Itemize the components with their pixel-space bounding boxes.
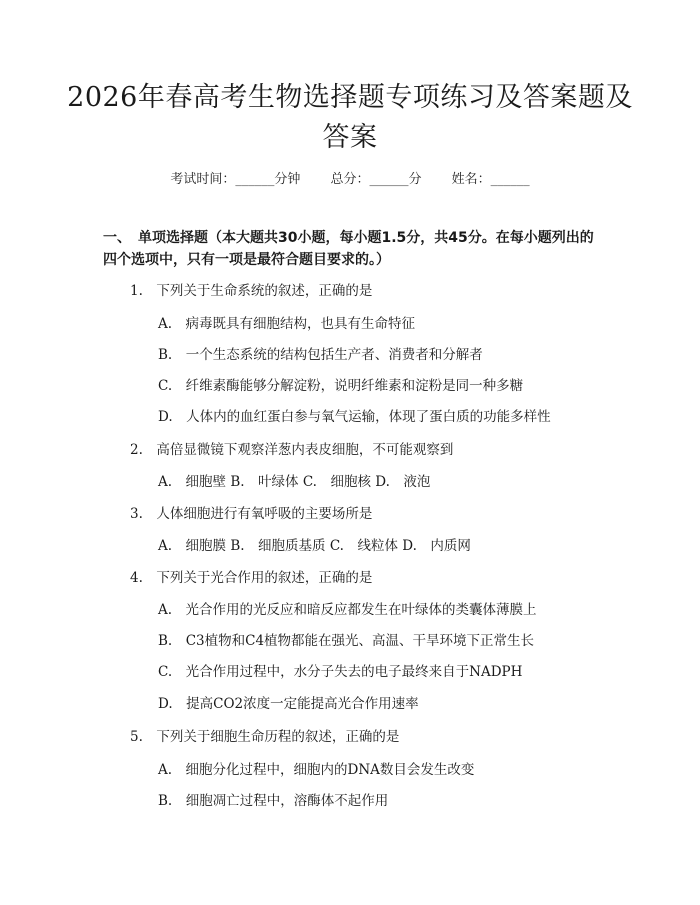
exam-time-field: 考试时间：______分钟 bbox=[170, 172, 301, 187]
total-score-field: 总分：______分 bbox=[330, 172, 422, 187]
question-option: B. C3植物和C4植物都能在强光、高温、干旱环境下正常生长 bbox=[158, 633, 535, 649]
question-option: A. 病毒既具有细胞结构，也具有生命特征 bbox=[158, 316, 416, 332]
question-option: A. 光合作用的光反应和暗反应都发生在叶绿体的类囊体薄膜上 bbox=[158, 602, 537, 618]
question-stem: 4. 下列关于光合作用的叙述，正确的是 bbox=[130, 570, 373, 586]
question-option: D. 人体内的血红蛋白参与氧气运输，体现了蛋白质的功能多样性 bbox=[158, 409, 551, 425]
question-option: B. 一个生态系统的结构包括生产者、消费者和分解者 bbox=[158, 347, 483, 363]
question-option: A. 细胞分化过程中，细胞内的DNA数目会发生改变 bbox=[158, 762, 475, 778]
question-option: C. 光合作用过程中，水分子失去的电子最终来自于NADPH bbox=[158, 664, 523, 680]
question-stem: 5. 下列关于细胞生命历程的叙述，正确的是 bbox=[130, 729, 400, 745]
document-title: 2026年春高考生物选择题专项练习及答案题及答案 bbox=[67, 82, 633, 153]
question-option: A. 细胞壁 B. 叶绿体 C. 细胞核 D. 液泡 bbox=[158, 474, 431, 490]
question-option: B. 细胞凋亡过程中，溶酶体不起作用 bbox=[158, 793, 389, 809]
question-stem: 1. 下列关于生命系统的叙述，正确的是 bbox=[130, 283, 373, 299]
exam-meta bbox=[0, 168, 700, 187]
question-option: A. 细胞膜 B. 细胞质基质 C. 线粒体 D. 内质网 bbox=[158, 538, 471, 554]
question-option: D. 提高CO2浓度一定能提高光合作用速率 bbox=[158, 696, 419, 712]
question-option: C. 纤维素酶能够分解淀粉，说明纤维素和淀粉是同一种多糖 bbox=[158, 378, 524, 394]
question-stem: 3. 人体细胞进行有氧呼吸的主要场所是 bbox=[130, 506, 373, 522]
student-name-field: 姓名：______ bbox=[451, 172, 530, 187]
section-heading: 一、 单项选择题（本大题共30小题，每小题1.5分，共45分。在每小题列出的四个选项中，只有一项是最符合题目要求的。） bbox=[103, 230, 594, 268]
question-stem: 2. 高倍显微镜下观察洋葱内表皮细胞，不可能观察到 bbox=[130, 442, 454, 458]
